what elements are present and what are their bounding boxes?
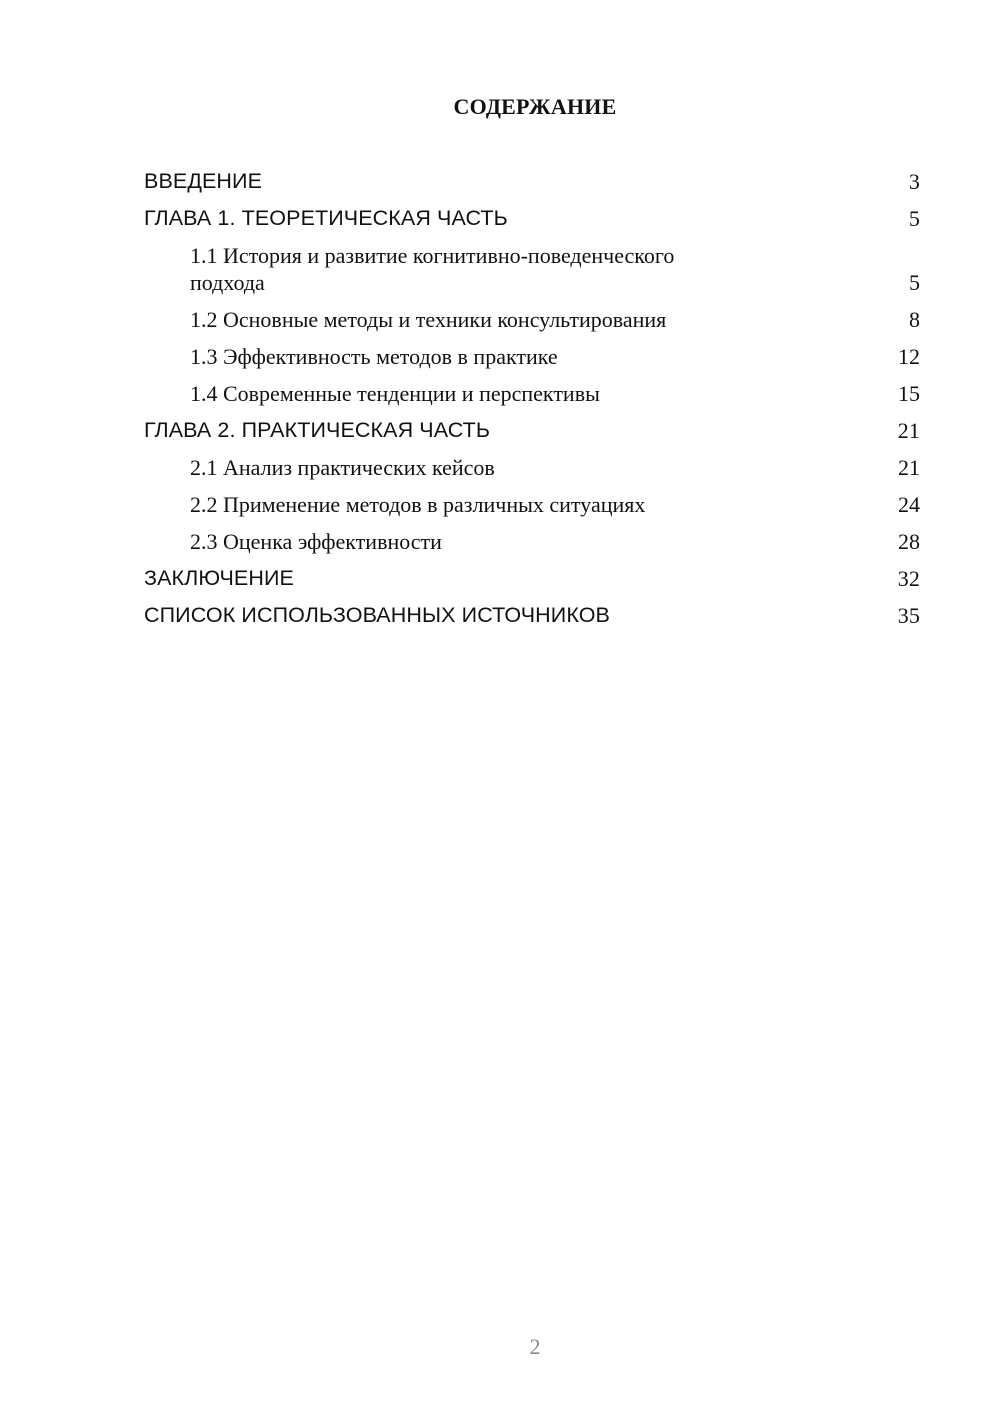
table-of-contents — [144, 168, 920, 639]
toc-entry-label: 1.1 История и развитие когнитивно-поведенческого подхода — [190, 243, 675, 295]
toc-entry-label: 2.3 Оценка эффективности — [190, 529, 442, 554]
toc-entry-page: 24 — [898, 492, 920, 517]
toc-entry-label: ГЛАВА 1. ТЕОРЕТИЧЕСКАЯ ЧАСТЬ — [144, 206, 508, 230]
toc-entry-conclusion[interactable] — [144, 565, 920, 592]
toc-entry-page: 32 — [897, 566, 920, 591]
toc-entry-references[interactable] — [144, 602, 920, 629]
page-title: СОДЕРЖАНИЕ — [453, 94, 617, 119]
toc-entry-page: 21 — [898, 455, 920, 480]
toc-entry-label: 1.3 Эффективность методов в практике — [190, 344, 558, 369]
toc-entry-page: 5 — [909, 270, 920, 295]
toc-entry-page: 3 — [908, 169, 920, 194]
toc-entry-label: ВВЕДЕНИЕ — [144, 169, 263, 193]
toc-entry-page: 28 — [898, 529, 920, 554]
page-number: 2 — [529, 1334, 541, 1359]
toc-entry-section-1-4[interactable] — [144, 380, 920, 407]
toc-entry-section-2-2[interactable] — [144, 491, 920, 518]
toc-entry-section-1-2[interactable] — [144, 306, 920, 333]
toc-entry-section-1-3[interactable] — [144, 343, 920, 370]
toc-entry-label: 2.2 Применение методов в различных ситуациях — [190, 492, 646, 517]
toc-entry-page: 5 — [908, 206, 920, 231]
toc-entry-chapter-1[interactable] — [144, 205, 920, 232]
toc-entry-label: 1.2 Основные методы и техники консультирования — [190, 307, 667, 332]
toc-entry-label: 1.4 Современные тенденции и перспективы — [190, 381, 600, 406]
toc-entry-page: 35 — [897, 603, 920, 628]
toc-entry-label: ГЛАВА 2. ПРАКТИЧЕСКАЯ ЧАСТЬ — [144, 418, 491, 442]
toc-entry-page: 15 — [898, 381, 920, 406]
toc-entry-page: 21 — [897, 418, 920, 443]
toc-entry-label: ЗАКЛЮЧЕНИЕ — [144, 566, 294, 590]
toc-entry-chapter-2[interactable] — [144, 417, 920, 444]
toc-entry-page: 12 — [898, 344, 920, 369]
toc-entry-section-2-1[interactable] — [144, 454, 920, 481]
toc-entry-section-2-3[interactable] — [144, 528, 920, 555]
toc-entry-page: 8 — [909, 307, 920, 332]
toc-entry-label: 2.1 Анализ практических кейсов — [190, 455, 495, 480]
toc-entry-introduction[interactable] — [144, 168, 920, 195]
toc-entry-section-1-1[interactable] — [144, 242, 920, 296]
toc-entry-label: СПИСОК ИСПОЛЬЗОВАННЫХ ИСТОЧНИКОВ — [144, 603, 610, 627]
